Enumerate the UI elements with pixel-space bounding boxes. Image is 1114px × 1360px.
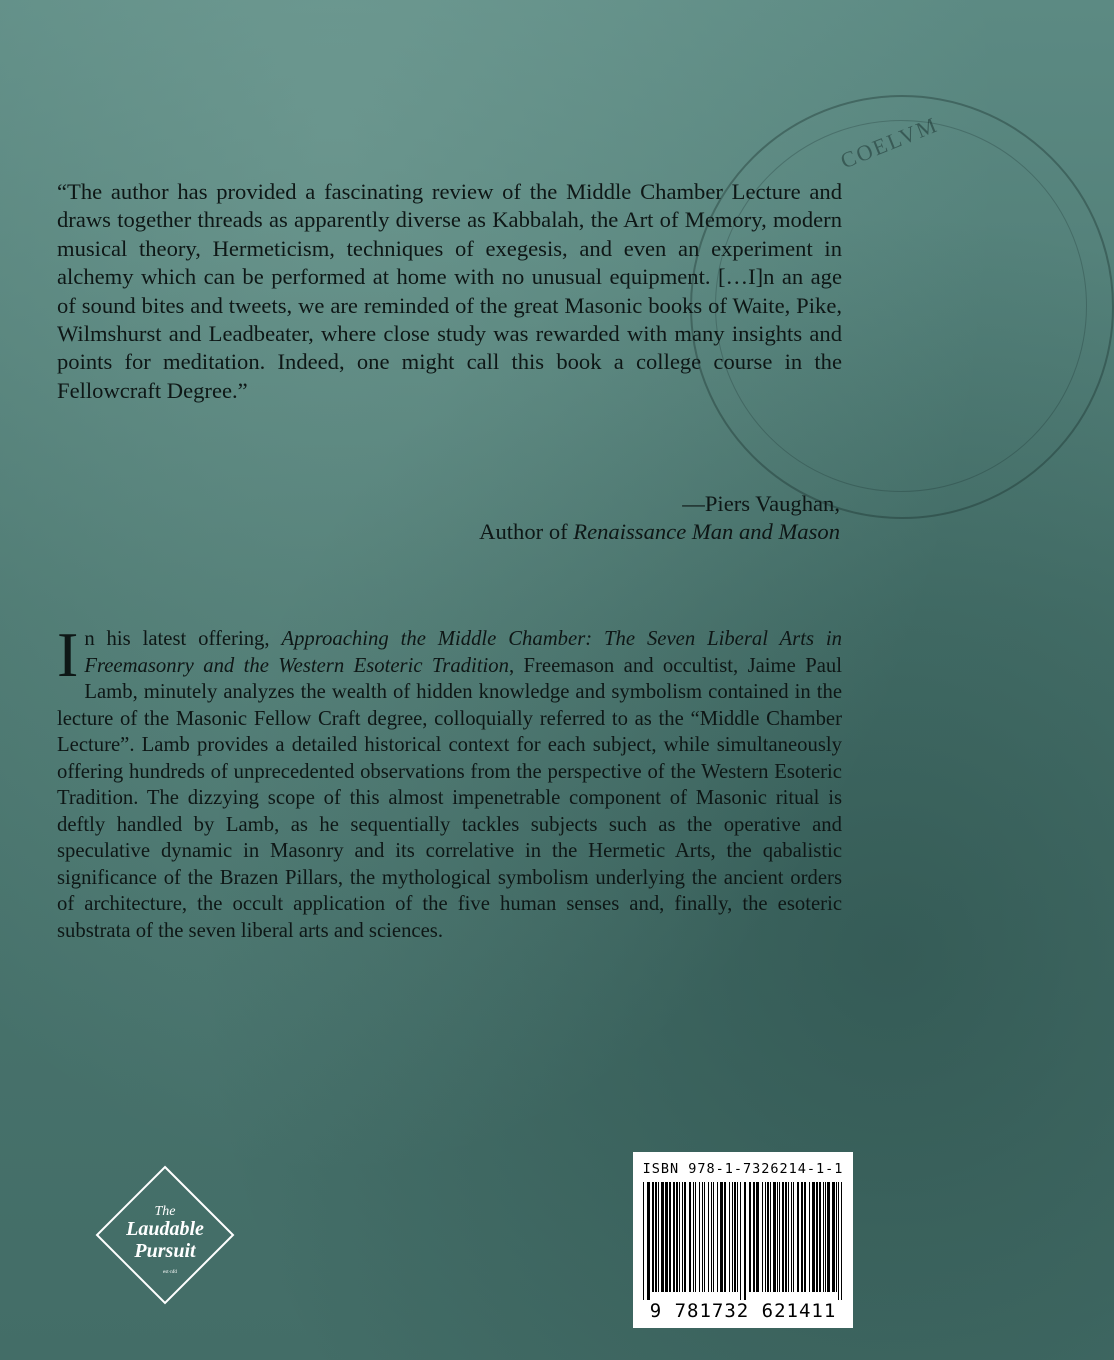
barcode-bar	[753, 1182, 755, 1292]
barcode-bar	[676, 1182, 678, 1292]
barcode-bar	[779, 1182, 780, 1292]
barcode-bar	[661, 1182, 664, 1292]
description-book-title: Approaching the Middle Chamber: The Seven Liberal Arts in Freemasonry and the Western Esoteric Tradition	[84, 628, 842, 677]
barcode-bar	[658, 1182, 659, 1292]
barcode-bar	[816, 1182, 818, 1292]
barcode-bar	[673, 1182, 675, 1292]
barcode-bars	[639, 1182, 847, 1300]
attribution-prefix: Author of	[479, 519, 574, 544]
barcode-bar	[788, 1182, 789, 1292]
barcode-bar	[838, 1182, 839, 1300]
description-intro: n his latest offering,	[84, 628, 282, 650]
barcode-bar	[669, 1182, 671, 1292]
barcode-bar	[704, 1182, 705, 1292]
logo-line2: Laudable	[126, 1218, 204, 1240]
barcode-bar	[785, 1182, 787, 1292]
barcode-bar	[809, 1182, 810, 1292]
barcode-bar	[756, 1182, 759, 1292]
barcode-bar	[655, 1182, 657, 1292]
barcode-bar	[770, 1182, 771, 1292]
barcode-bar	[801, 1182, 803, 1292]
description-body: , Freemason and occultist, Jaime Paul Lamb, minutely analyzes the wealth of hidden knowledge and symbolism contained in the lecture of the Masonic Fellow Craft degree, colloquially referred to as the “Middle Chamber Lecture”. Lamb provides a detailed historical context for each subject, while simultaneously offering hundreds of unprecedented observations from the perspective of the Western Esoteric Tradition. The dizzying scope of this almost impenetrable component of Masonic ritual is deftly handled by Lamb, as he sequentially tackles subjects such as the operative and speculative dynamic in Masonry and its correlative in the Hermetic Arts, the qabalistic significance of the Brazen Pillars, the mythological symbolism underlying the ancient orders of architecture, the occult application of the five human senses and, finally, the esoteric substrata of the seven liberal arts and sciences.	[57, 654, 842, 942]
barcode-bar	[819, 1182, 821, 1292]
barcode-bar	[737, 1182, 738, 1292]
barcode-bar	[762, 1182, 763, 1292]
barcode-bar	[793, 1182, 794, 1292]
attribution-credit	[300, 518, 840, 546]
barcode-bar	[708, 1182, 709, 1292]
book-description	[57, 619, 842, 944]
barcode-bar	[695, 1182, 696, 1292]
barcode-bar	[679, 1182, 680, 1292]
barcode-bar	[749, 1182, 751, 1292]
barcode-bar	[647, 1182, 650, 1300]
barcode-bar	[643, 1182, 644, 1300]
barcode-bar	[836, 1182, 837, 1292]
barcode-bar	[724, 1182, 726, 1292]
isbn-barcode	[633, 1152, 853, 1328]
barcode-bar	[782, 1182, 784, 1292]
publisher-logo-diamond	[95, 1165, 235, 1305]
barcode-bar	[717, 1182, 718, 1292]
attribution-name: —Piers Vaughan,	[682, 491, 840, 516]
barcode-bar	[827, 1182, 830, 1292]
barcode-bar	[791, 1182, 792, 1292]
barcode-bar	[740, 1182, 741, 1300]
barcode-bar	[765, 1182, 766, 1292]
barcode-bar	[732, 1182, 733, 1292]
barcode-bar	[734, 1182, 736, 1292]
decorative-circle-text: COELVM	[836, 111, 942, 174]
barcode-bar	[841, 1182, 842, 1300]
barcode-bar	[744, 1182, 746, 1300]
barcode-bar	[825, 1182, 826, 1292]
barcode-bar	[767, 1182, 769, 1292]
logo-line1: The	[154, 1204, 176, 1219]
barcode-bar	[773, 1182, 776, 1292]
logo-small-text: est·nfd	[163, 1270, 177, 1275]
barcode-bar	[652, 1182, 654, 1292]
barcode-bar	[711, 1182, 712, 1292]
barcode-bar	[702, 1182, 703, 1292]
barcode-bar	[823, 1182, 824, 1292]
barcode-bar	[832, 1182, 835, 1292]
barcode-bar	[812, 1182, 815, 1292]
barcode-bar	[682, 1182, 683, 1292]
barcode-bar	[720, 1182, 723, 1292]
barcode-bar	[797, 1182, 799, 1292]
barcode-bar	[729, 1182, 730, 1292]
barcode-bar	[777, 1182, 778, 1292]
logo-line3: Pursuit	[134, 1240, 196, 1262]
barcode-bar	[693, 1182, 694, 1292]
publisher-logo	[95, 1165, 235, 1305]
barcode-bar	[699, 1182, 700, 1292]
barcode-bar	[804, 1182, 806, 1292]
barcode-bar	[684, 1182, 686, 1292]
endorsement-quote: “The author has provided a fascinating review of the Middle Chamber Lecture and draws together threads as apparently diverse as Kabbalah, the Art of Memory, modern musical theory, Hermeticism, techniques of exegesis, and even an experiment in alchemy which can be performed at home with no unusual equipment. […I]n an age of sound bites and tweets, we are reminded of the great Masonic books of Waite, Pike, Wilmshurst and Leadbeater, where close study was rewarded with many insights and points for meditation. Indeed, one might call this book a college course in the Fellowcraft Degree.”	[57, 179, 842, 403]
drop-cap: I	[57, 619, 79, 690]
barcode-digits: 9 781732 621411	[649, 1300, 837, 1322]
barcode-bar	[665, 1182, 668, 1292]
barcode-bar	[689, 1182, 691, 1292]
attribution-book-title: Renaissance Man and Mason	[573, 519, 840, 544]
barcode-bar	[713, 1182, 714, 1292]
quote-attribution	[300, 490, 840, 546]
isbn-label: ISBN 978-1-7326214-1-1	[642, 1161, 844, 1177]
